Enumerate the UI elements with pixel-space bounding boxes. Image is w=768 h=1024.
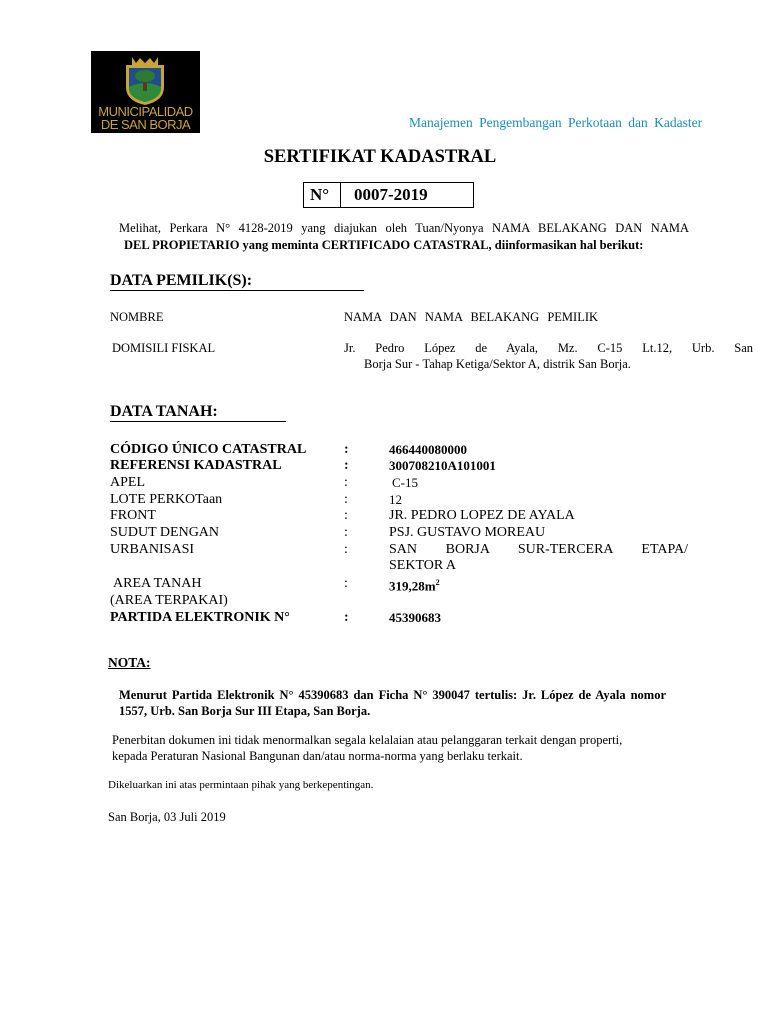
field-colon: : bbox=[344, 610, 349, 625]
area-value: 319,28m bbox=[389, 578, 436, 594]
owner-section-heading bbox=[110, 272, 364, 291]
field-colon: : bbox=[344, 576, 348, 591]
issue-date: San Borja, 03 Juli 2019 bbox=[108, 810, 226, 824]
coat-of-arms-icon bbox=[120, 55, 170, 107]
domisili-value-line2: Borja Sur - Tahap Ketiga/Sektor A, distrik San Borja. bbox=[364, 357, 631, 371]
field-colon: : bbox=[344, 525, 348, 540]
number-value: 0007-2019 bbox=[354, 185, 428, 204]
field-value-referensi: 300708210A101001 bbox=[389, 458, 496, 473]
municipal-logo bbox=[91, 51, 200, 133]
logo-text-line2: DE SAN BORJA bbox=[100, 117, 191, 132]
intro-line-2: DEL PROPIETARIO yang meminta CERTIFICADO CATASTRAL, diinformasikan hal berikut: bbox=[124, 238, 644, 252]
field-value-front: JR. PEDRO LOPEZ DE AYALA bbox=[389, 508, 575, 523]
issued-statement: Dikeluarkan ini atas permintaan pihak yang berkepentingan. bbox=[108, 779, 374, 791]
nombre-value: NAMA DAN NAMA BELAKANG PEMILIK bbox=[344, 310, 599, 324]
field-value-partida: 45390683 bbox=[389, 610, 441, 625]
department-name: Manajemen Pengembangan Perkotaan dan Kadaster bbox=[409, 115, 703, 130]
land-section-heading bbox=[110, 403, 286, 422]
field-colon: : bbox=[344, 475, 348, 490]
field-label-sudut: SUDUT DENGAN bbox=[110, 525, 220, 540]
field-value-urbanisasi-line2: SEKTOR A bbox=[389, 558, 457, 573]
field-colon: : bbox=[344, 542, 348, 557]
nombre-label: NOMBRE bbox=[110, 310, 164, 324]
intro-line-1: Melihat, Perkara N° 4128-2019 yang diajukan oleh Tuan/Nyonya NAMA BELAKANG DAN NAMA bbox=[119, 221, 689, 235]
field-colon: : bbox=[344, 442, 349, 457]
field-label-area-sub: (AREA TERPAKAI) bbox=[110, 593, 228, 608]
domisili-label: DOMISILI FISKAL bbox=[112, 341, 216, 355]
field-value-area bbox=[389, 575, 440, 594]
document-title: SERTIFIKAT KADASTRAL bbox=[263, 147, 497, 167]
field-label-urbanisasi: URBANISASI bbox=[110, 542, 195, 557]
field-value-apel: C-15 bbox=[392, 475, 418, 490]
field-colon: : bbox=[344, 492, 348, 507]
field-label-lote: LOTE PERKOTaan bbox=[110, 492, 223, 507]
field-colon: : bbox=[344, 458, 349, 473]
field-label-front: FRONT bbox=[110, 508, 156, 523]
field-value-urbanisasi-line1: SAN BORJA SUR-TERCERA ETAPA/ bbox=[389, 542, 688, 557]
owner-heading-text: DATA PEMILIK(S): bbox=[110, 272, 364, 291]
land-heading-text: DATA TANAH: bbox=[110, 403, 286, 422]
field-label-apel: APEL bbox=[110, 475, 145, 490]
number-label: N° bbox=[310, 185, 330, 204]
logo-text-line1: MUNICIPALIDAD bbox=[98, 104, 193, 119]
field-label-area: AREA TANAH bbox=[113, 576, 202, 591]
nota-heading: NOTA: bbox=[108, 655, 151, 670]
field-label-partida: PARTIDA ELEKTRONIK N° bbox=[110, 610, 290, 625]
field-label-referensi: REFERENSI KADASTRAL bbox=[110, 458, 282, 473]
field-value-sudut: PSJ. GUSTAVO MOREAU bbox=[389, 525, 546, 540]
domisili-value-line1: Jr. Pedro López de Ayala, Mz. C-15 Lt.12, Urb. San bbox=[344, 341, 753, 355]
field-value-codigo: 466440080000 bbox=[389, 442, 467, 457]
field-colon: : bbox=[344, 508, 348, 523]
disclaimer-text: Penerbitan dokumen ini tidak menormalkan segala kelalaian atau pelanggaran terkait dengan properti, kepada Peraturan Nasional Bangunan dan/atau norma-norma yang berlaku terkait. bbox=[112, 733, 623, 763]
field-label-codigo: CÓDIGO ÚNICO CATASTRAL bbox=[110, 442, 307, 457]
nota-text: Menurut Partida Elektronik N° 45390683 dan Ficha N° 390047 tertulis: Jr. López de Ayala nomor 1557, Urb. San Borja Sur III Etapa, San Borja. bbox=[119, 688, 666, 718]
area-unit-superscript: 2 bbox=[435, 578, 440, 587]
certificate-number-box bbox=[303, 182, 474, 208]
field-value-lote: 12 bbox=[389, 492, 402, 507]
number-divider bbox=[340, 183, 341, 207]
